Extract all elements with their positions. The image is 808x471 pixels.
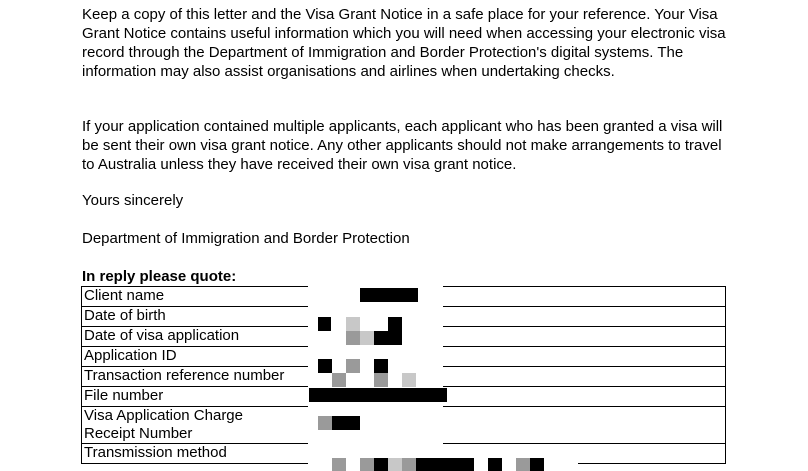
redaction-block [332,416,360,430]
redaction-block [346,331,360,345]
row-label-vac-receipt [82,407,309,444]
redaction-block [402,458,416,471]
redaction-block [360,331,374,345]
paragraph-keep-copy: Keep a copy of this letter and the Visa Grant Notice in a safe place for your reference. Your Visa Grant Notice contains useful information which you will need when accessing your electronic visa record through the Department of Immigration and Border Protection's digital systems. The information may also assist organisations and airlines when undertaking checks. [82,6,726,80]
redaction-block [402,373,416,387]
reply-heading: In reply please quote: [82,268,237,285]
row-label-transmission-method: Transmission method [82,444,309,464]
closing-text: Yours sincerely [82,192,184,209]
paragraph-multiple-applicants: If your application contained multiple applicants, each applicant who has been granted a visa will be sent their own visa grant notice. Any other applicants should not make arrangements to travel to Australia unless they have received their own visa grant notice. [82,118,723,173]
redaction-block [530,458,544,471]
row-label-date-of-visa-application: Date of visa application [82,327,309,347]
row-label-transaction-reference: Transaction reference number [82,367,309,387]
redaction-block [388,317,402,331]
redaction-block [309,388,447,402]
row-label-application-id: Application ID [82,347,309,367]
redaction-block [318,317,331,331]
redaction-block [416,458,474,471]
row-label-date-of-birth: Date of birth [82,307,309,327]
row-label-vac-receipt-line1: Visa Application Charge [84,407,243,424]
redaction-block [318,416,332,430]
redaction-block [374,373,388,387]
redaction-block [332,458,346,471]
row-label-client-name: Client name [82,287,309,307]
redaction-block [374,458,388,471]
row-label-file-number: File number [82,387,309,407]
redaction-block [318,359,332,373]
redaction-block [332,373,346,387]
redaction-block [516,458,530,471]
redaction-block [346,359,360,373]
redaction-block [360,288,418,302]
redaction-block [360,458,374,471]
redaction-block [374,331,402,345]
redaction-block [374,359,388,373]
redaction-block [388,458,402,471]
redaction-block [488,458,502,471]
redaction-block [346,317,360,331]
row-label-vac-receipt-line2: Receipt Number [84,425,193,442]
signoff-department: Department of Immigration and Border Protection [82,230,410,247]
